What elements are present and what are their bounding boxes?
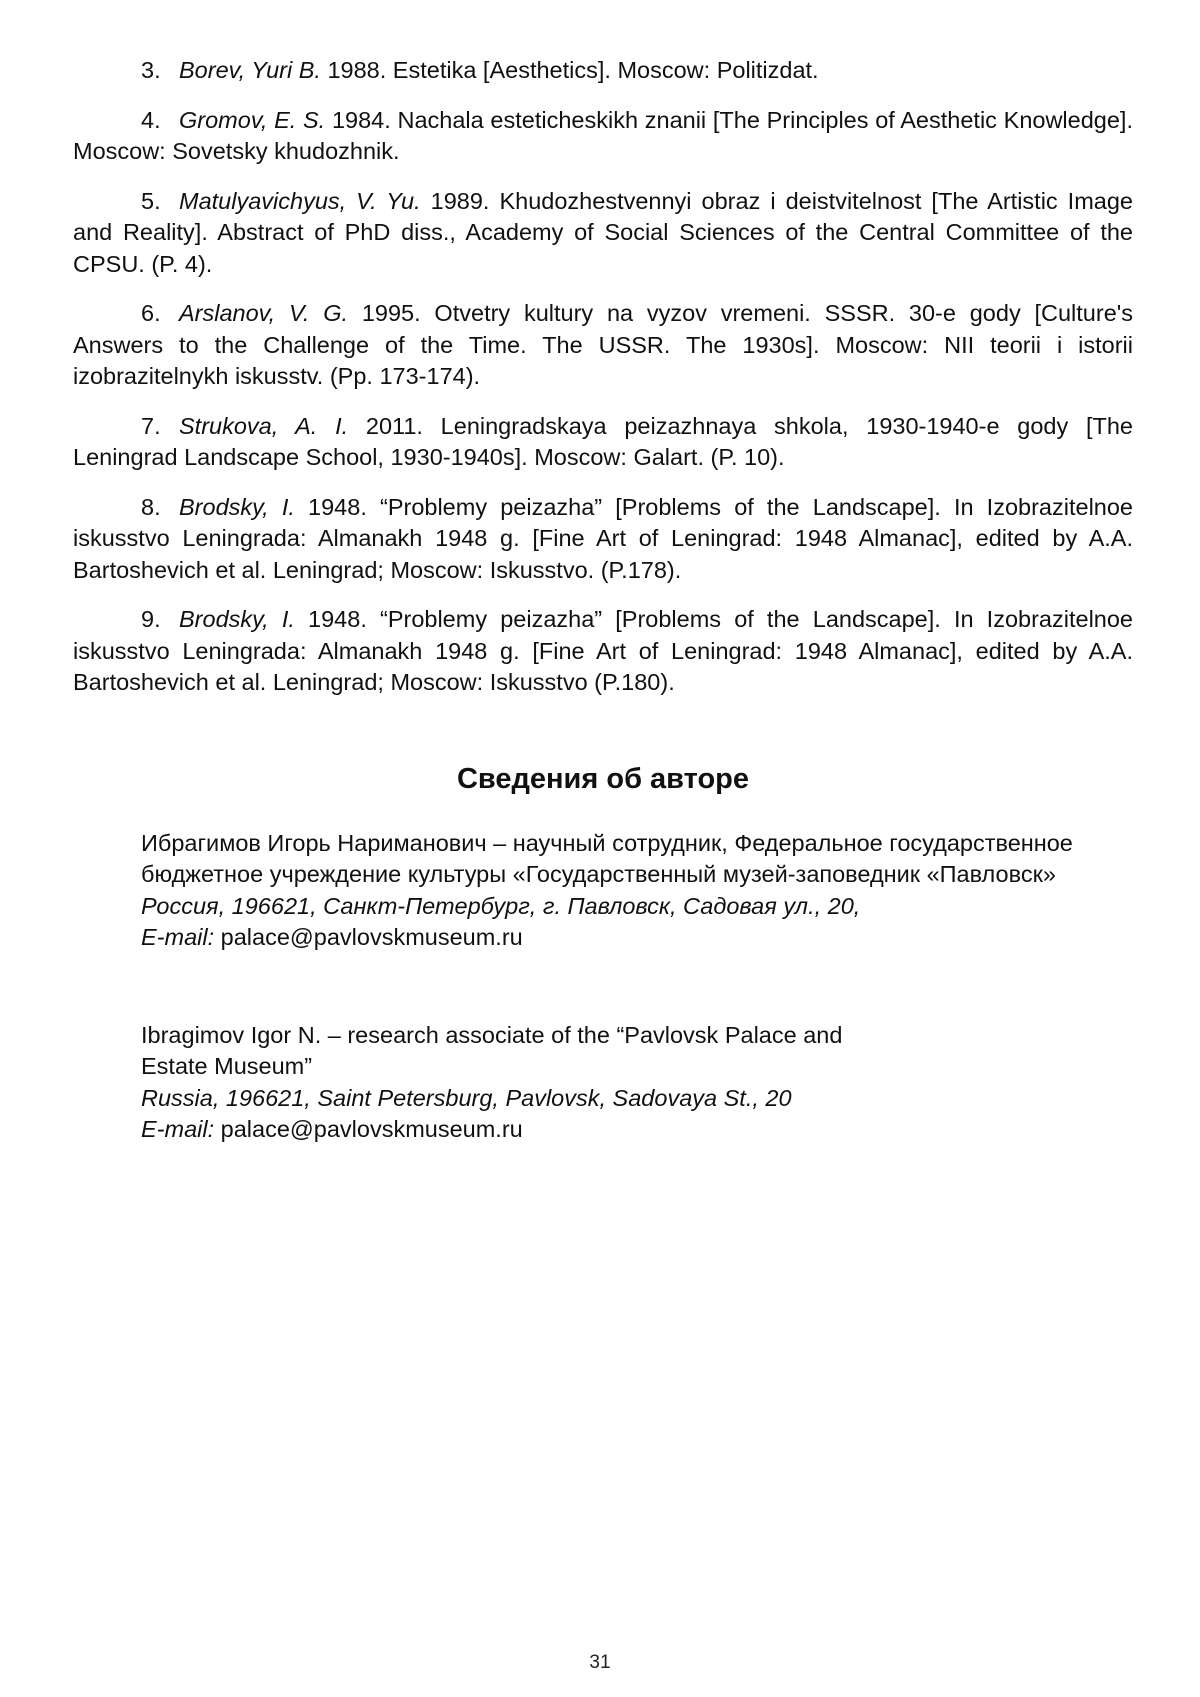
author-address-ru: Россия, 196621, Санкт-Петербург, г. Павловск, Садовая ул., 20, <box>141 892 861 919</box>
author-section-title: Сведения об авторе <box>456 762 749 795</box>
reference-author: Borev, Yuri B. <box>179 57 321 83</box>
reference-list <box>73 55 1133 699</box>
author-info-en <box>141 1020 1133 1146</box>
reference-author: Gromov, E. S. <box>179 106 326 133</box>
reference-number: 7. <box>141 412 161 439</box>
email-address: palace@pavlovskmuseum.ru <box>214 1116 523 1142</box>
document-page <box>73 55 1133 1146</box>
email-address: palace@pavlovskmuseum.ru <box>214 924 523 950</box>
reference-item <box>73 411 1133 474</box>
author-description-ru: Ибрагимов Игорь Нариманович – научный сотрудник, Федеральное государственное бюджетное учреждение культуры «Государственный музей-заповедник «Павловск» <box>141 829 1073 887</box>
email-label: E-mail: <box>141 924 215 950</box>
reference-text: 1948. “Problemy peizazha” [Problems of the Landscape]. In Izobrazitelnoe iskusstvo Leningrada: Almanakh 1948 g. [Fine Art of Leningrad: 1948 Almanac], edited by A.A. Bartoshevich et al. Leningrad; Moscow: Iskusstvo. (P.178). <box>73 493 1133 583</box>
author-email-en <box>141 1114 1133 1146</box>
author-email-ru <box>141 922 1133 954</box>
reference-text: 1989. Khudozhestvennyi obraz i deistvitelnost [The Artistic Image and Reality]. Abstract of PhD diss., Academy of Social Sciences of the Central Committee of the CPSU. (P. 4). <box>73 187 1133 277</box>
reference-number: 4. <box>141 106 161 133</box>
reference-text: 1995. Otvetry kultury na vyzov vremeni. SSSR. 30-e gody [Culture's Answers to the Challenge of the Time. The USSR. The 1930s]. Moscow: NII teorii i istorii izobrazitelnykh iskusstv. (Pp. 173-174). <box>73 300 1134 389</box>
reference-author: Arslanov, V. G. <box>179 300 349 326</box>
reference-item <box>73 492 1133 587</box>
reference-item <box>73 105 1133 168</box>
reference-text: 1988. Estetika [Aesthetics]. Moscow: Politizdat. <box>320 57 819 83</box>
reference-text: 1948. “Problemy peizazha” [Problems of the Landscape]. In Izobrazitelnoe iskusstvo Leningrada: Almanakh 1948 g. [Fine Art of Leningrad: 1948 Almanac], edited by A.A. Bartoshevich et al. Leningrad; Moscow: Iskusstvo (P.180). <box>73 606 1133 695</box>
reference-number: 6. <box>141 300 161 326</box>
author-info-ru <box>141 828 1133 954</box>
reference-item <box>73 186 1133 281</box>
reference-number: 3. <box>141 57 161 83</box>
reference-number: 9. <box>141 606 161 632</box>
reference-author: Matulyavichyus, V. Yu. <box>179 187 421 214</box>
email-label: E-mail: <box>141 1116 215 1142</box>
reference-item <box>73 298 1133 393</box>
reference-item <box>73 55 1133 87</box>
reference-author: Strukova, A. I. <box>179 412 349 439</box>
author-address-en: Russia, 196621, Saint Petersburg, Pavlovsk, Sadovaya St., 20 <box>141 1084 792 1111</box>
reference-author: Brodsky, I. <box>179 493 295 520</box>
author-description-en: Ibragimov Igor N. – research associate of the “Pavlovsk Palace and Estate Museum” <box>141 1021 843 1079</box>
page-number: 31 <box>589 1652 611 1673</box>
reference-number: 5. <box>141 187 161 214</box>
reference-text: 1984. Nachala esteticheskikh znanii [The Principles of Aesthetic Knowledge]. Moscow: Sovetsky khudozhnik. <box>73 106 1133 164</box>
reference-number: 8. <box>141 493 161 520</box>
reference-author: Brodsky, I. <box>179 606 295 632</box>
reference-text: 2011. Leningradskaya peizazhnaya shkola, 1930-1940-e gody [The Leningrad Landscape School, 1930-1940s]. Moscow: Galart. (P. 10). <box>73 412 1133 470</box>
reference-item <box>73 604 1133 699</box>
